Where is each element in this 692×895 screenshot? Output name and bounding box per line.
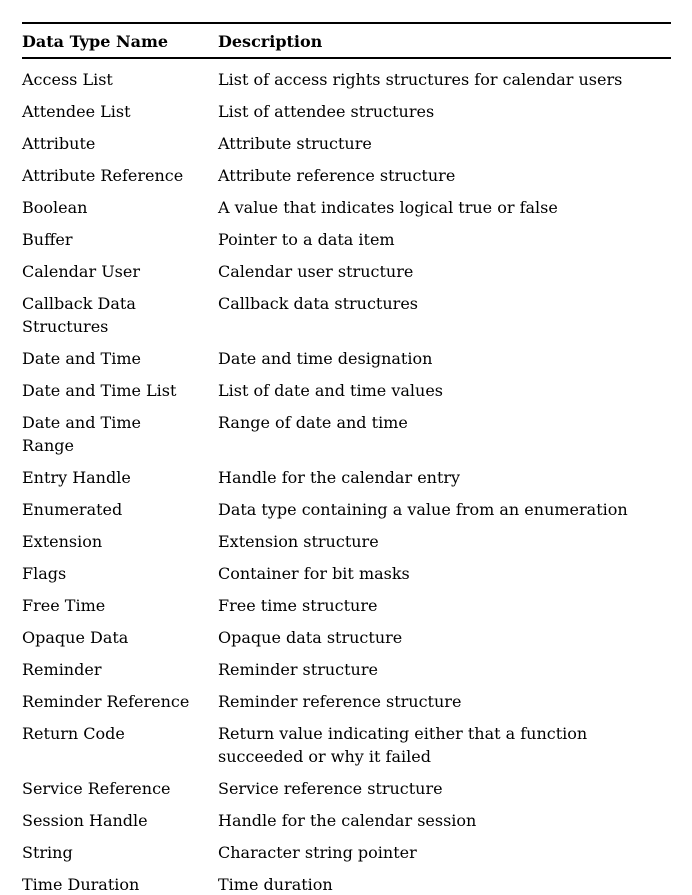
column-header-data-type-name: Data Type Name: [22, 32, 169, 51]
description-cell: Opaque data structure: [218, 628, 403, 647]
data-type-name-cell: Attribute Reference: [22, 166, 184, 185]
table-row: [22, 681, 671, 713]
table-row: [22, 123, 671, 155]
data-type-name-cell: Reminder: [22, 660, 102, 679]
table-row: [22, 338, 671, 370]
data-type-name-cell: Attendee List: [22, 102, 131, 121]
data-type-name-cell: Session Handle: [22, 811, 148, 830]
description-cell: Extension structure: [218, 532, 379, 551]
data-type-name-cell: Boolean: [22, 198, 88, 217]
table-row: [22, 521, 671, 553]
table-row: [22, 402, 671, 457]
description-cell: Attribute reference structure: [218, 166, 456, 185]
table-row: [22, 59, 671, 91]
description-cell: List of access rights structures for calendar users: [218, 70, 623, 89]
description-cell: Free time structure: [218, 596, 378, 615]
data-type-name-cell: Access List: [22, 70, 113, 89]
column-header-description: Description: [218, 32, 323, 51]
table-row: [22, 155, 671, 187]
table-row: [22, 649, 671, 681]
table-row: [22, 251, 671, 283]
description-cell: A value that indicates logical true or false: [218, 198, 558, 217]
table-row: [22, 800, 671, 832]
data-type-name-cell: Reminder Reference: [22, 692, 190, 711]
table-row: [22, 370, 671, 402]
data-type-name-cell: Time Duration: [22, 875, 140, 894]
description-cell: List of attendee structures: [218, 102, 435, 121]
table-body: [22, 59, 671, 895]
data-type-name-cell: Calendar User: [22, 262, 140, 281]
data-type-name-cell: Extension: [22, 532, 103, 551]
data-type-name-cell: Return Code: [22, 724, 125, 743]
description-cell: Reminder structure: [218, 660, 378, 679]
description-cell: Calendar user structure: [218, 262, 414, 281]
table-row: [22, 713, 671, 768]
table-row: [22, 864, 671, 895]
description-cell: Handle for the calendar session: [218, 811, 477, 830]
data-type-name-cell: Date and Time List: [22, 381, 177, 400]
table-row: [22, 187, 671, 219]
table-row: [22, 489, 671, 521]
table-row: [22, 91, 671, 123]
description-cell: Container for bit masks: [218, 564, 410, 583]
table-row: [22, 457, 671, 489]
table-row: [22, 585, 671, 617]
table-row: [22, 283, 671, 338]
data-type-name-cell: Flags: [22, 564, 67, 583]
description-cell: List of date and time values: [218, 381, 443, 400]
data-type-name-cell: Entry Handle: [22, 468, 131, 487]
description-cell: Attribute structure: [218, 134, 372, 153]
description-cell: Service reference structure: [218, 779, 443, 798]
table-header-row: [22, 24, 671, 59]
description-cell: Time duration: [218, 875, 333, 894]
description-cell: Character string pointer: [218, 843, 417, 862]
data-type-name-cell: Opaque Data: [22, 628, 129, 647]
data-types-table: [22, 22, 671, 895]
data-type-name-cell: Date and Time Range: [22, 413, 141, 455]
table-row: [22, 768, 671, 800]
table-row: [22, 832, 671, 864]
description-cell: Return value indicating either that a function succeeded or why it failed: [218, 724, 588, 766]
description-cell: Handle for the calendar entry: [218, 468, 461, 487]
data-type-name-cell: Buffer: [22, 230, 73, 249]
table-row: [22, 553, 671, 585]
data-type-name-cell: Service Reference: [22, 779, 171, 798]
data-type-name-cell: String: [22, 843, 73, 862]
data-type-name-cell: Free Time: [22, 596, 106, 615]
data-type-name-cell: Callback Data Structures: [22, 294, 136, 336]
description-cell: Range of date and time: [218, 413, 408, 432]
table-row: [22, 219, 671, 251]
description-cell: Date and time designation: [218, 349, 433, 368]
description-cell: Data type containing a value from an enumeration: [218, 500, 628, 519]
table-row: [22, 617, 671, 649]
description-cell: Callback data structures: [218, 294, 418, 313]
description-cell: Pointer to a data item: [218, 230, 395, 249]
description-cell: Reminder reference structure: [218, 692, 462, 711]
data-type-name-cell: Attribute: [22, 134, 96, 153]
data-type-name-cell: Enumerated: [22, 500, 123, 519]
data-type-name-cell: Date and Time: [22, 349, 141, 368]
